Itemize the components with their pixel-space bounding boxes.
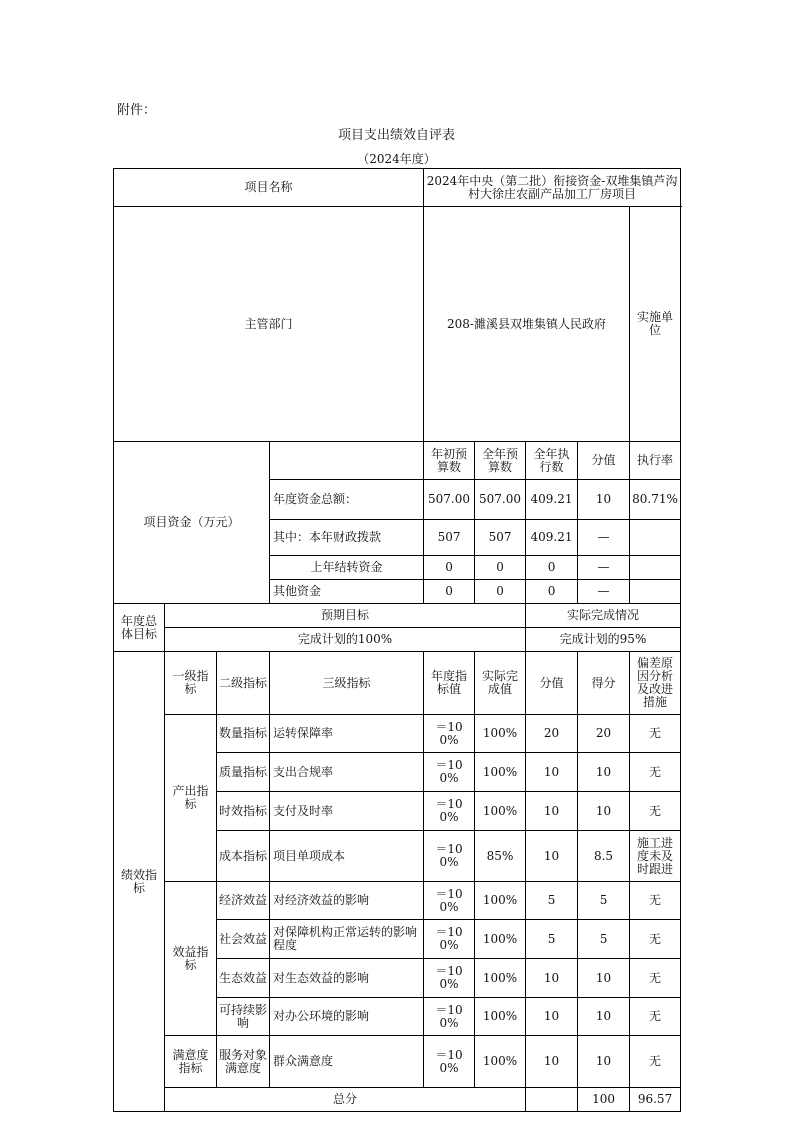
- perf-level3: 支出合规率: [270, 753, 424, 792]
- funds-row-rate: [630, 520, 681, 556]
- funds-row-executed: 409.21: [526, 520, 578, 556]
- perf-actual: 100%: [475, 715, 526, 753]
- funds-row-rate: [630, 580, 681, 604]
- perf-score: 10: [578, 753, 630, 792]
- attachment-label: 附件：: [117, 103, 157, 118]
- perf-score: 10: [578, 959, 630, 998]
- perf-score-value: 10: [526, 998, 578, 1036]
- funds-row-annual: 507: [475, 520, 526, 556]
- funds-row-annual: 0: [475, 556, 526, 580]
- evaluation-table: [113, 168, 681, 1112]
- perf-score-value: 20: [526, 715, 578, 753]
- funds-section-label: 项目资金（万元）: [114, 442, 270, 604]
- perf-level2: 服务对象满意度: [217, 1036, 270, 1088]
- perf-actual: 100%: [475, 753, 526, 792]
- funds-row-executed: 0: [526, 580, 578, 604]
- group-benefit-label: 效益指标: [165, 882, 217, 1036]
- perf-actual: 100%: [475, 959, 526, 998]
- perf-deviation: 无: [630, 882, 681, 920]
- funds-header-executed: 全年执行数: [526, 442, 578, 480]
- perf-header-actual: 实际完成值: [475, 652, 526, 715]
- perf-target: ＝100%: [424, 998, 475, 1036]
- perf-score-value: 5: [526, 882, 578, 920]
- total-score-value: 100: [578, 1088, 630, 1112]
- perf-target: ＝100%: [424, 920, 475, 959]
- perf-deviation: 无: [630, 959, 681, 998]
- funds-row-rate: 80.71%: [630, 480, 681, 520]
- perf-score-value: 10: [526, 831, 578, 882]
- perf-target: ＝100%: [424, 831, 475, 882]
- perf-score-value: 10: [526, 792, 578, 831]
- page-title: 项目支出绩效自评表: [337, 128, 455, 143]
- funds-row-score-value: —: [578, 520, 630, 556]
- perf-level3: 支付及时率: [270, 792, 424, 831]
- perf-deviation: 无: [630, 1036, 681, 1088]
- perf-score-value: 5: [526, 920, 578, 959]
- performance-section-label: 绩效指标: [114, 652, 165, 1112]
- total-label: 总分: [165, 1088, 526, 1112]
- goals-expected-header: 预期目标: [165, 604, 526, 628]
- perf-level3: 对生态效益的影响: [270, 959, 424, 998]
- perf-actual: 100%: [475, 882, 526, 920]
- perf-level3: 项目单项成本: [270, 831, 424, 882]
- funds-header-blank: [270, 442, 424, 480]
- goals-section-label: 年度总体目标: [114, 604, 165, 652]
- funds-row-label: 其他资金: [270, 580, 424, 604]
- funds-row-initial: 0: [424, 580, 475, 604]
- impl-unit-label: 实施单位: [630, 207, 681, 442]
- perf-level2: 质量指标: [217, 753, 270, 792]
- funds-row-score-value: 10: [578, 480, 630, 520]
- perf-score: 20: [578, 715, 630, 753]
- perf-deviation: 无: [630, 920, 681, 959]
- funds-row-score-value: —: [578, 580, 630, 604]
- funds-row-rate: [630, 556, 681, 580]
- funds-row-annual: 507.00: [475, 480, 526, 520]
- perf-target: ＝100%: [424, 959, 475, 998]
- perf-level2: 可持续影响: [217, 998, 270, 1036]
- funds-row-label: 上年结转资金: [270, 556, 424, 580]
- perf-score-value: 10: [526, 1036, 578, 1088]
- funds-row-initial: 507: [424, 520, 475, 556]
- perf-deviation: 无: [630, 792, 681, 831]
- perf-target: ＝100%: [424, 753, 475, 792]
- funds-row-label: 年度资金总额：: [270, 480, 424, 520]
- perf-actual: 100%: [475, 998, 526, 1036]
- group-output-label: 产出指标: [165, 715, 217, 882]
- perf-actual: 100%: [475, 920, 526, 959]
- perf-target: ＝100%: [424, 1036, 475, 1088]
- perf-level3: 对经济效益的影响: [270, 882, 424, 920]
- group-satisfaction-label: 满意度指标: [165, 1036, 217, 1088]
- perf-header-level1: 一级指标: [165, 652, 217, 715]
- perf-actual: 100%: [475, 792, 526, 831]
- perf-deviation: 无: [630, 998, 681, 1036]
- funds-row-annual: 0: [475, 580, 526, 604]
- goals-expected-value: 完成计划的100%: [165, 628, 526, 652]
- perf-level2: 生态效益: [217, 959, 270, 998]
- perf-level2: 社会效益: [217, 920, 270, 959]
- total-score: 96.57: [630, 1088, 681, 1112]
- perf-level3: 对办公环境的影响: [270, 998, 424, 1036]
- dept-value: 208-濉溪县双堆集镇人民政府: [424, 207, 630, 442]
- perf-deviation: 无: [630, 753, 681, 792]
- perf-level3: 群众满意度: [270, 1036, 424, 1088]
- funds-row-initial: 0: [424, 556, 475, 580]
- perf-score-value: 10: [526, 753, 578, 792]
- perf-score: 10: [578, 792, 630, 831]
- perf-actual: 85%: [475, 831, 526, 882]
- goals-actual-value: 完成计划的95%: [526, 628, 681, 652]
- dept-label: 主管部门: [114, 207, 424, 442]
- funds-header-initial: 年初预算数: [424, 442, 475, 480]
- perf-score: 10: [578, 998, 630, 1036]
- perf-level2: 数量指标: [217, 715, 270, 753]
- perf-header-score-value: 分值: [526, 652, 578, 715]
- project-name-value: 2024年中央（第二批）衔接资金-双堆集镇芦沟村大徐庄农副产品加工厂房项目: [424, 169, 681, 207]
- funds-header-annual: 全年预算数: [475, 442, 526, 480]
- funds-row-label: 其中：本年财政拨款: [270, 520, 424, 556]
- total-blank: [526, 1088, 578, 1112]
- perf-header-level3: 三级指标: [270, 652, 424, 715]
- perf-deviation: 施工进度未及时跟进: [630, 831, 681, 882]
- perf-level2: 经济效益: [217, 882, 270, 920]
- funds-header-score-value: 分值: [578, 442, 630, 480]
- perf-deviation: 无: [630, 715, 681, 753]
- project-name-label: 项目名称: [114, 169, 424, 207]
- perf-level3: 运转保障率: [270, 715, 424, 753]
- perf-score: 8.5: [578, 831, 630, 882]
- perf-score: 5: [578, 920, 630, 959]
- perf-score: 10: [578, 1036, 630, 1088]
- funds-row-executed: 409.21: [526, 480, 578, 520]
- funds-row-initial: 507.00: [424, 480, 475, 520]
- perf-score-value: 10: [526, 959, 578, 998]
- funds-header-rate: 执行率: [630, 442, 681, 480]
- perf-header-level2: 二级指标: [217, 652, 270, 715]
- perf-level3: 对保障机构正常运转的影响程度: [270, 920, 424, 959]
- perf-level2: 成本指标: [217, 831, 270, 882]
- perf-target: ＝100%: [424, 882, 475, 920]
- perf-actual: 100%: [475, 1036, 526, 1088]
- funds-row-score-value: —: [578, 556, 630, 580]
- perf-level2: 时效指标: [217, 792, 270, 831]
- perf-header-score: 得分: [578, 652, 630, 715]
- goals-actual-header: 实际完成情况: [526, 604, 681, 628]
- perf-target: ＝100%: [424, 715, 475, 753]
- funds-row-executed: 0: [526, 556, 578, 580]
- perf-target: ＝100%: [424, 792, 475, 831]
- perf-header-target: 年度指标值: [424, 652, 475, 715]
- perf-header-deviation: 偏差原因分析及改进措施: [630, 652, 681, 715]
- page-subtitle-year: （2024年度）: [357, 152, 436, 166]
- perf-score: 5: [578, 882, 630, 920]
